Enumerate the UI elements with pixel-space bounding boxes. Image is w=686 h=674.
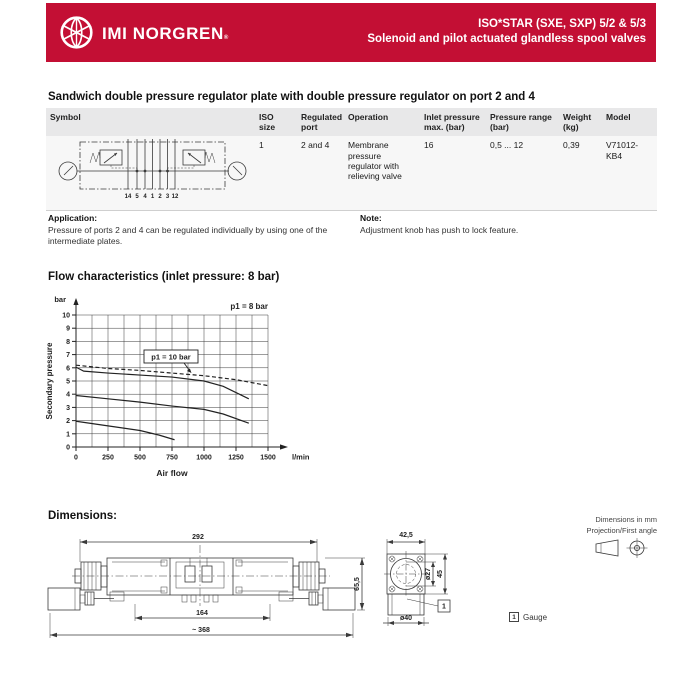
table-header-row — [46, 108, 657, 136]
product-table — [46, 108, 657, 211]
dimensions-meta — [480, 515, 657, 536]
flow-characteristics-chart — [44, 292, 364, 492]
y-tick-label: 2 — [66, 418, 70, 426]
registered-mark: ® — [223, 35, 229, 41]
dim-164: 164 — [196, 610, 208, 617]
col-header-regulated-port: Regulated port — [301, 112, 343, 133]
note-text: Adjustment knob has push to lock feature. — [360, 225, 519, 235]
col-header-model: Model — [606, 112, 631, 122]
front-view-drawing — [46, 528, 368, 663]
port-label: 4 — [143, 194, 147, 201]
application-block — [48, 213, 348, 247]
legend-key-box: 1 — [509, 612, 519, 622]
port-label: 2 — [158, 194, 162, 201]
y-tick-label: 3 — [66, 404, 70, 412]
dimensions-unit-note: Dimensions in mm — [595, 515, 657, 524]
x-tick-label: 1250 — [228, 454, 244, 462]
note-block — [360, 213, 650, 236]
right-gauge-symbol — [228, 162, 246, 180]
note-title: Note: — [360, 213, 382, 223]
y-unit-label: bar — [54, 295, 66, 304]
header-title-line1: ISO*STAR (SXE, SXP) 5/2 & 5/3 — [478, 18, 646, 30]
curve-p1-8-bar-lower-setting — [76, 421, 175, 439]
dim-42-5: 42,5 — [399, 532, 413, 539]
col-header-pressure-range: Pressure range (bar) — [490, 112, 552, 133]
dim-45: 45 — [437, 570, 444, 578]
first-angle-projection-icon — [592, 538, 654, 558]
cell-operation: Membrane pressure regulator with relieving valve — [348, 140, 402, 181]
dim-dia-40: ø40 — [399, 615, 413, 622]
y-tick-label: 10 — [62, 312, 70, 320]
application-title: Application: — [48, 213, 98, 223]
projection-note: Projection/First angle — [586, 525, 657, 535]
header-title-line2: Solenoid and pilot actuated glandless spool valves — [367, 33, 646, 45]
port-label: 12 — [171, 194, 179, 201]
y-tick-label: 7 — [66, 352, 70, 360]
x-unit-label: l/min — [292, 452, 310, 462]
table-row — [46, 136, 657, 211]
col-header-weight: Weight (kg) — [563, 112, 592, 133]
x-axis-title: Air flow — [156, 468, 188, 478]
callout-label: p1 = 10 bar — [151, 352, 191, 362]
application-text: Pressure of ports 2 and 4 can be regulated individually by using one of the intermediate plates. — [48, 225, 328, 246]
side-view-drawing — [380, 528, 500, 663]
dim-65-5: 65,5 — [354, 577, 361, 591]
x-tick-label: 500 — [134, 454, 146, 462]
left-regulator-symbol — [90, 150, 146, 172]
norgren-globe-logo-icon — [59, 15, 94, 50]
col-header-iso-size: ISO size — [259, 112, 276, 133]
y-tick-label: 5 — [66, 378, 70, 386]
y-tick-label: 4 — [66, 391, 70, 399]
gauge-callout-number: 1 — [442, 603, 446, 611]
legend-label: Gauge — [523, 612, 548, 622]
curve-p1-8-bar-middle-setting — [76, 396, 249, 424]
dim-368: ~ 368 — [192, 627, 210, 634]
port-label: 5 — [135, 194, 139, 201]
x-tick-label: 0 — [74, 454, 78, 462]
pneumatic-symbol-cell — [46, 136, 255, 210]
cell-weight: 0,39 — [563, 140, 580, 151]
y-tick-label: 0 — [66, 444, 70, 452]
header-banner — [46, 3, 656, 62]
y-tick-label: 1 — [66, 431, 70, 439]
x-tick-label: 250 — [102, 454, 114, 462]
drawing-legend — [509, 612, 547, 622]
y-axis-arrow — [73, 298, 78, 305]
cell-pressure-range: 0,5 ... 12 — [490, 140, 524, 151]
right-regulator-symbol — [159, 150, 215, 172]
col-header-symbol: Symbol — [50, 112, 81, 122]
flow-section-title: Flow characteristics (inlet pressure: 8 bar) — [48, 271, 280, 283]
col-header-inlet-pressure: Inlet pressure max. (bar) — [424, 112, 480, 133]
cell-iso-size: 1 — [259, 140, 264, 151]
doc-header-titles — [367, 17, 646, 47]
y-tick-label: 9 — [66, 325, 70, 333]
y-tick-label: 6 — [66, 365, 70, 373]
col-header-operation: Operation — [348, 112, 389, 122]
port-label: 3 — [165, 194, 170, 201]
port-label: 14 — [124, 194, 132, 201]
y-tick-label: 8 — [66, 338, 70, 346]
p1-10bar-callout — [144, 350, 198, 373]
brand-name: IMI NORGREN® — [102, 24, 229, 43]
dim-dia-27: ø27 — [425, 567, 432, 581]
cell-model: V71012-KB4 — [606, 140, 639, 161]
x-axis-arrow — [280, 444, 288, 449]
x-tick-label: 1500 — [260, 454, 276, 462]
dim-292: 292 — [192, 534, 204, 541]
cell-regulated-port: 2 and 4 — [301, 140, 330, 151]
y-axis-title: Secondary pressure — [45, 342, 54, 420]
x-tick-label: 750 — [166, 454, 178, 462]
port-label: 1 — [150, 194, 155, 201]
left-gauge-symbol — [59, 162, 77, 180]
page-title: Sandwich double pressure regulator plate with double pressure regulator on port 2 and 4 — [48, 91, 535, 103]
pneumatic-circuit-symbol — [50, 138, 255, 204]
inlet-pressure-annotation: p1 = 8 bar — [230, 302, 268, 311]
port-labels — [125, 194, 179, 200]
dimensions-title: Dimensions: — [48, 510, 118, 522]
x-tick-label: 1000 — [196, 454, 212, 462]
cell-inlet-pressure: 16 — [424, 140, 434, 151]
